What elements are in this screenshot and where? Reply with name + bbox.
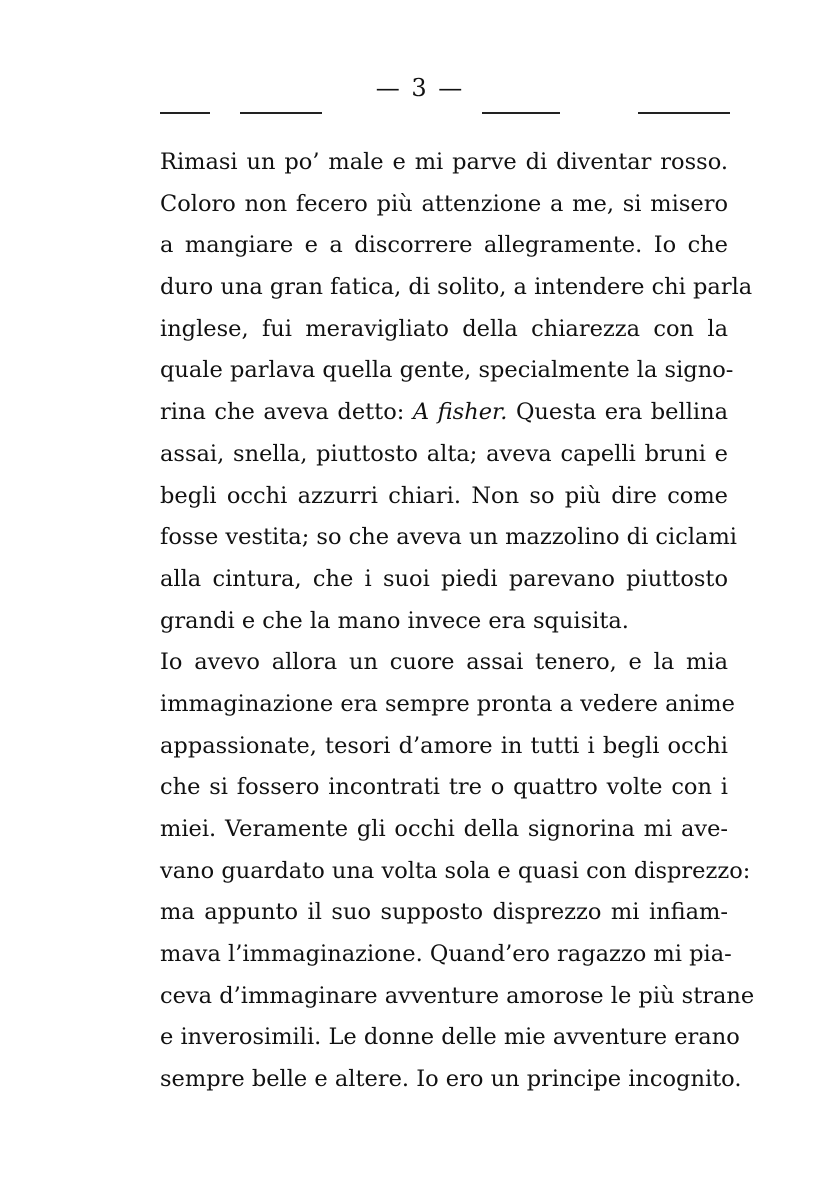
text-line: duro una gran fatica, di solito, a intendere chi parla bbox=[160, 274, 753, 301]
text-line: Rimasi un po’ male e mi parve di diventar rosso. bbox=[160, 149, 728, 175]
text-line: inglese, fui meravigliato della chiarezza con la bbox=[160, 315, 728, 342]
text-line-with-italic bbox=[160, 392, 728, 434]
text-fragment: Questa era bellina bbox=[515, 399, 728, 426]
header-rule-segment bbox=[160, 112, 210, 114]
text-line: Coloro non fecero più attenzione a me, si misero bbox=[160, 190, 728, 217]
body-text bbox=[160, 142, 755, 1101]
text-line: appassionate, tesori d’amore in tutti i begli occhi bbox=[160, 732, 728, 759]
header-rule-segment bbox=[638, 112, 730, 114]
header-rule-segment bbox=[482, 112, 560, 114]
text-line: alla cintura, che i suoi piedi parevano piuttosto bbox=[160, 565, 728, 592]
text-line: assai, snella, piuttosto alta; aveva capelli bruni e bbox=[160, 440, 728, 467]
text-line: grandi e che la mano invece era squisita. bbox=[160, 607, 629, 634]
text-line: a mangiare e a discorrere allegramente. Io che bbox=[160, 232, 728, 259]
text-line: e inverosimili. Le donne delle mie avventure erano bbox=[160, 1024, 740, 1051]
header-rule-segment bbox=[240, 112, 322, 114]
text-line: sempre belle e altere. Io ero un principe incognito. bbox=[160, 1066, 742, 1093]
text-line: ma appunto il suo supposto disprezzo mi infiam- bbox=[160, 899, 728, 926]
text-line: vano guardato una volta sola e quasi con disprezzo: bbox=[160, 857, 751, 884]
italic-phrase: A fisher. bbox=[412, 399, 508, 426]
text-line: begli occhi azzurri chiari. Non so più dire come bbox=[160, 482, 728, 509]
text-line: miei. Veramente gli occhi della signorina mi ave- bbox=[160, 816, 728, 842]
text-line: ceva d’immaginare avventure amorose le più strane bbox=[160, 982, 755, 1009]
text-line: fosse vestita; so che aveva un mazzolino di ciclami bbox=[160, 524, 737, 551]
text-line: quale parlava quella gente, specialmente la signo- bbox=[160, 357, 734, 384]
page-number: — 3 — bbox=[375, 74, 465, 102]
text-line: immaginazione era sempre pronta a vedere anime bbox=[160, 690, 735, 717]
header-rule bbox=[160, 112, 730, 116]
text-fragment: rina che aveva detto: bbox=[160, 399, 405, 426]
text-line: mava l’immaginazione. Quand’ero ragazzo mi pia- bbox=[160, 941, 732, 968]
text-line: Io avevo allora un cuore assai tenero, e la mia bbox=[160, 649, 728, 676]
text-line: che si fossero incontrati tre o quattro volte con i bbox=[160, 774, 728, 801]
